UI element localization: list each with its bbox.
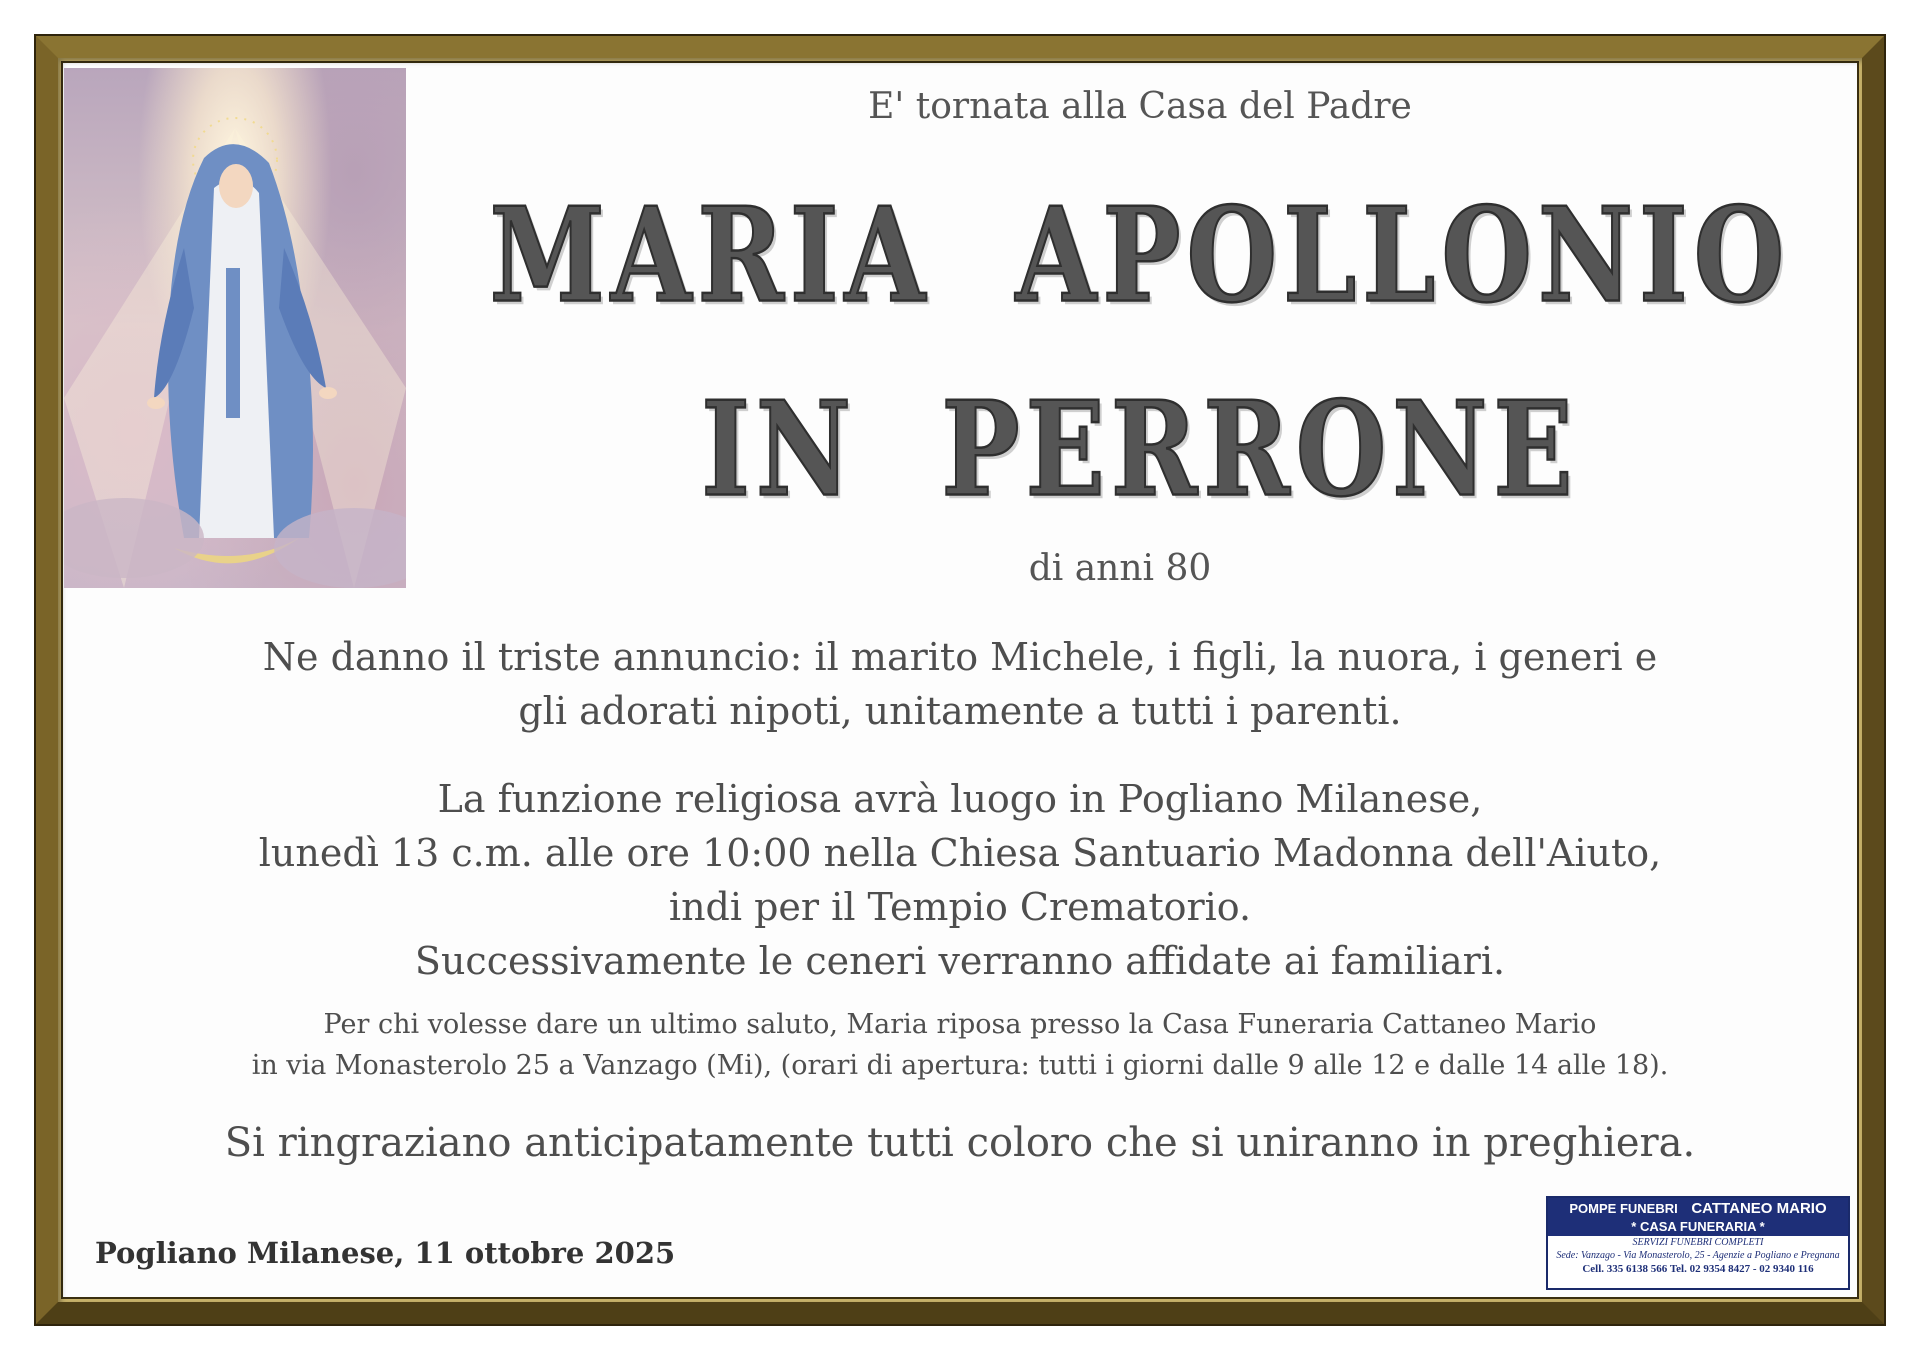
ceremony-line: La funzione religiosa avrà luogo in Pogliano Milanese,	[437, 777, 1483, 821]
logo-services: SERVIZI FUNEBRI COMPLETI	[1632, 1237, 1764, 1248]
deceased-name: MARIA APOLLONIO	[489, 178, 1791, 332]
logo-header	[1548, 1198, 1848, 1219]
announcement-line: gli adorati nipoti, unitamente a tutti i parenti.	[518, 689, 1402, 733]
logo-phones: Cell. 335 6138 566 Tel. 02 9354 8427 - 02 9340 116	[1582, 1263, 1814, 1275]
logo-label-right: CATTANEO MARIO	[1691, 1200, 1827, 1217]
visit-info-paragraph	[0, 1004, 1920, 1086]
logo-subtitle: * CASA FUNERARIA *	[1548, 1219, 1848, 1236]
ceremony-paragraph	[0, 772, 1920, 988]
thanks-line: Si ringraziano anticipatamente tutti coloro che si uniranno in preghiera.	[224, 1120, 1696, 1166]
funeral-home-logo	[1546, 1196, 1850, 1290]
intro-line: E' tornata alla Casa del Padre	[868, 86, 1412, 127]
ceremony-line: lunedì 13 c.m. alle ore 10:00 nella Chiesa Santuario Madonna dell'Aiuto,	[258, 831, 1662, 875]
ceremony-line: Successivamente le ceneri verranno affidate ai familiari.	[414, 939, 1506, 983]
visit-info-line: Per chi volesse dare un ultimo saluto, Maria riposa presso la Casa Funeraria Cattaneo Mario	[323, 1009, 1597, 1040]
announcement-paragraph	[0, 630, 1920, 738]
ceremony-line: indi per il Tempio Crematorio.	[668, 885, 1252, 929]
logo-label-left: POMPE FUNEBRI	[1569, 1201, 1678, 1216]
visit-info-line: in via Monasterolo 25 a Vanzago (Mi), (orari di apertura: tutti i giorni dalle 9 alle 12 e dalle 14 alle 18).	[251, 1050, 1669, 1081]
age-line: di anni 80	[1028, 548, 1212, 589]
announcement-line: Ne danno il triste annuncio: il marito Michele, i figli, la nuora, i generi e	[262, 635, 1658, 679]
dateline: Pogliano Milanese, 11 ottobre 2025	[95, 1236, 676, 1270]
deceased-married-name: IN PERRONE	[701, 372, 1579, 526]
logo-address: Sede: Vanzago - Via Monasterolo, 25 - Agenzie a Pogliano e Pregnana	[1556, 1250, 1840, 1261]
